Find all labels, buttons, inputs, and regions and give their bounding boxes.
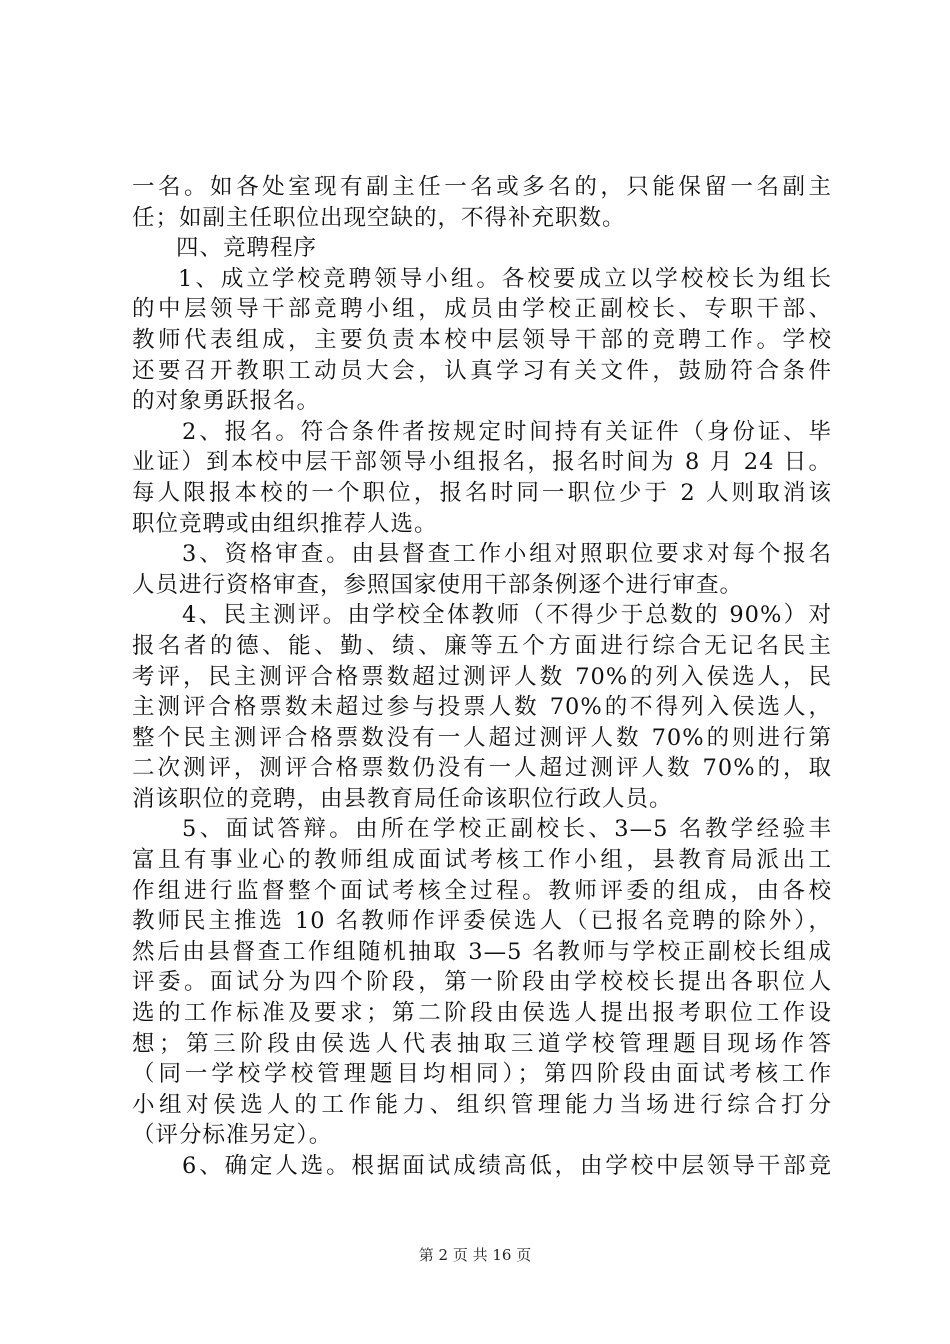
body-text-line: 消该职位的竞聘，由县教育局任命该职位行政人员。: [132, 785, 673, 812]
body-text-line: （同一学校学校管理题目均相同）；第四阶段由面试考核工作: [132, 1061, 832, 1088]
body-text-line: 选的工作标准及要求；第二阶段由侯选人提出报考职位工作设: [132, 1000, 832, 1027]
body-text-line: 6、确定人选。根据面试成绩高低，由学校中层领导干部竞: [182, 1153, 832, 1179]
body-text-line: 作组进行监督整个面试考核全过程。教师评委的组成，由各校: [132, 877, 832, 904]
body-text-line: 二次测评，测评合格票数仍没有一人超过测评人数 70%的，取: [132, 755, 832, 782]
body-text-line: 5、面试答辩。由所在学校正副校长、3—5 名教学经验丰: [182, 816, 832, 843]
body-text-line: 人员进行资格审查，参照国家使用干部条例逐个进行审查。: [132, 571, 744, 598]
body-text-line: 评委。面试分为四个阶段，第一阶段由学校校长提出各职位人: [132, 969, 832, 996]
body-text-line: 想；第三阶段由侯选人代表抽取三道学校管理题目现场作答: [132, 1030, 832, 1057]
body-text-line: 4、民主测评。由学校全体教师（不得少于总数的 90%）对: [182, 602, 832, 629]
body-text-line: 任；如副主任职位出现空缺的，不得补充职数。: [132, 204, 626, 231]
body-text-line: 整个民主测评合格票数没有一人超过测评人数 70%的则进行第: [132, 724, 832, 751]
body-text-line: 教师代表组成，主要负责本校中层领导干部的竞聘工作。学校: [132, 326, 832, 353]
body-text-line: 的对象勇跃报名。: [132, 388, 321, 415]
body-text-line: 每人限报本校的一个职位，报名时同一职位少于 2 人则取消该: [132, 479, 832, 506]
body-text-line: 小组对侯选人的工作能力、组织管理能力当场进行综合打分: [132, 1091, 832, 1118]
body-text-line: 职位竞聘或由组织推荐人选。: [132, 510, 438, 537]
body-text-line: 3、资格审查。由县督查工作小组对照职位要求对每个报名: [182, 541, 832, 568]
body-text-line: 一名。如各处室现有副主任一名或多名的，只能保留一名副主: [132, 174, 832, 200]
body-text-line: 富且有事业心的教师组成面试考核工作小组，县教育局派出工: [132, 847, 832, 874]
document-body: [132, 172, 832, 1182]
body-text-line: 考评，民主测评合格票数超过测评人数 70%的列入侯选人，民: [132, 663, 832, 690]
body-text-line: 报名者的德、能、勤、绩、廉等五个方面进行综合无记名民主: [132, 632, 832, 659]
body-text-line: 业证）到本校中层干部领导小组报名，报名时间为 8 月 24 日。: [132, 449, 832, 476]
page-footer: 第 2 页 共 16 页: [418, 1246, 532, 1264]
body-text-line: 四、竞聘程序: [176, 235, 318, 262]
body-text-line: 教师民主推选 10 名教师作评委侯选人（已报名竞聘的除外），: [132, 908, 832, 935]
body-text-line: 还要召开教职工动员大会，认真学习有关文件，鼓励符合条件: [132, 357, 832, 384]
body-text-line: （评分标准另定）。: [132, 1122, 333, 1149]
body-text-line: 然后由县督查工作组随机抽取 3—5 名教师与学校正副校长组成: [132, 938, 832, 965]
body-text-line: 1、成立学校竞聘领导小组。各校要成立以学校校长为组长: [178, 265, 832, 292]
body-text-line: 的中层领导干部竞聘小组，成员由学校正副校长、专职干部、: [132, 296, 832, 323]
body-text-line: 2、报名。符合条件者按规定时间持有关证件（身份证、毕: [182, 418, 832, 445]
body-text-line: 主测评合格票数未超过参与投票人数 70%的不得列入侯选人，: [132, 694, 832, 721]
